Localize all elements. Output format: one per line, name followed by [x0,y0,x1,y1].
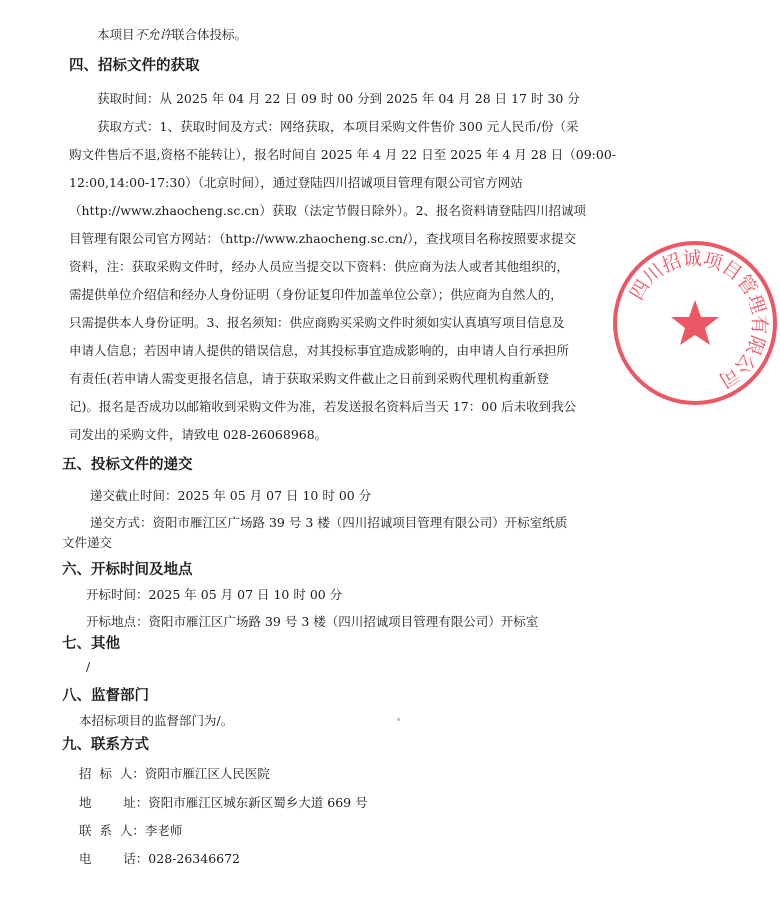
contact-value: 资阳市雁江区人民医院 [144,766,270,781]
s6-line-0: 开标时间：2025 年 05 月 07 日 10 时 00 分 [86,587,343,602]
section-5-heading: 五、投标文件的递交 [62,457,193,473]
s4-line-0: 获取时间：从 2025 年 04 月 22 日 09 时 00 分到 2025 年 04 月 28 日 17 时 30 分 [97,91,580,106]
contact-row-address [79,794,368,812]
contact-label: 联 系 人： [79,823,145,838]
contact-label: 电 话： [79,851,149,866]
contact-label: 地 址： [79,795,149,810]
s7-body: / [86,659,91,674]
s4-line-1: 获取方式：1、获取时间及方式：网络获取，本项目采购文件售价 300 元人民币/份（采 [97,119,579,134]
s5-line-1: 递交方式：资阳市雁江区广场路 39 号 3 楼（四川招诚项目管理有限公司）开标室纸质 [90,515,568,530]
section-9-heading: 九、联系方式 [62,737,149,753]
s4-line-2: 购文件售后不退,资格不能转让），报名时间自 2025 年 4 月 22 日至 2025 年 4 月 28 日（09:00- [69,147,616,162]
contact-row-phone [79,850,240,868]
s4-line-3: 12:00,14:00-17:30）（北京时间），通过登陆四川招诚项目管理有限公司官方网站 [69,175,523,190]
s4-line-5: 目管理有限公司官方网站：（http://www.zhaocheng.sc.cn/），查找项目名称按照要求提交 [69,231,577,246]
section-4-heading: 四、招标文件的获取 [69,58,200,74]
contact-value: 李老师 [144,823,183,838]
seal-text-path: 四川招诚项目管理有限公司 [625,247,771,392]
s4-line-4: （http://www.zhaocheng.sc.cn）获取（法定节假日除外）。2、报名资料请登陆四川招诚项 [69,203,587,218]
s4-line-9: 申请人信息；若因申请人提供的错误信息，对其投标事宜造成影响的，由申请人自行承担所 [69,343,570,358]
contact-row-person [79,822,182,840]
scan-speck [397,718,400,721]
s4-line-8: 只需提供本人身份证明。3、报名须知：供应商购买采购文件时须如实认真填写项目信息及 [69,315,565,330]
intro-emphasis: 不允许 [134,27,173,42]
contact-value: 资阳市雁江区城东新区蜀乡大道 669 号 [148,795,368,810]
contact-row-tenderer [79,765,270,783]
s4-line-11: 记)。报名是否成功以邮箱收到采购文件为准，若发送报名资料后当天 17：00 后未收到我公 [69,399,577,414]
section-8-heading: 八、监督部门 [62,688,149,704]
contact-label: 招 标 人： [79,766,145,781]
section-6-heading: 六、开标时间及地点 [62,562,193,578]
s6-line-1: 开标地点：资阳市雁江区广场路 39 号 3 楼（四川招诚项目管理有限公司）开标室 [86,614,539,629]
s4-line-10: 有责任(若申请人需变更报名信息，请于获取采购文件截止之日前到采购代理机构重新登 [69,371,549,386]
s5-line-0: 递交截止时间：2025 年 05 月 07 日 10 时 00 分 [90,488,372,503]
section-7-heading: 七、其他 [62,636,120,652]
seal-star-icon [671,300,719,345]
s8-body: 本招标项目的监督部门为/。 [79,713,234,728]
intro-pre: 本项目 [97,27,135,42]
s4-line-6: 资料，注：获取采购文件时，经办人员应当提交以下资料：供应商为法人或者其他组织的， [69,259,570,274]
s4-line-7: 需提供单位介绍信和经办人身份证明（身份证复印件加盖单位公章）；供应商为自然人的， [69,287,563,302]
s5-line-2: 文件递交 [62,535,113,550]
intro-line [97,26,247,44]
intro-post: 联合体投标。 [172,27,248,42]
contact-value: 028-26346672 [148,851,241,866]
company-seal [610,238,780,408]
s4-line-12: 司发出的采购文件，请致电 028-26068968。 [69,427,328,442]
